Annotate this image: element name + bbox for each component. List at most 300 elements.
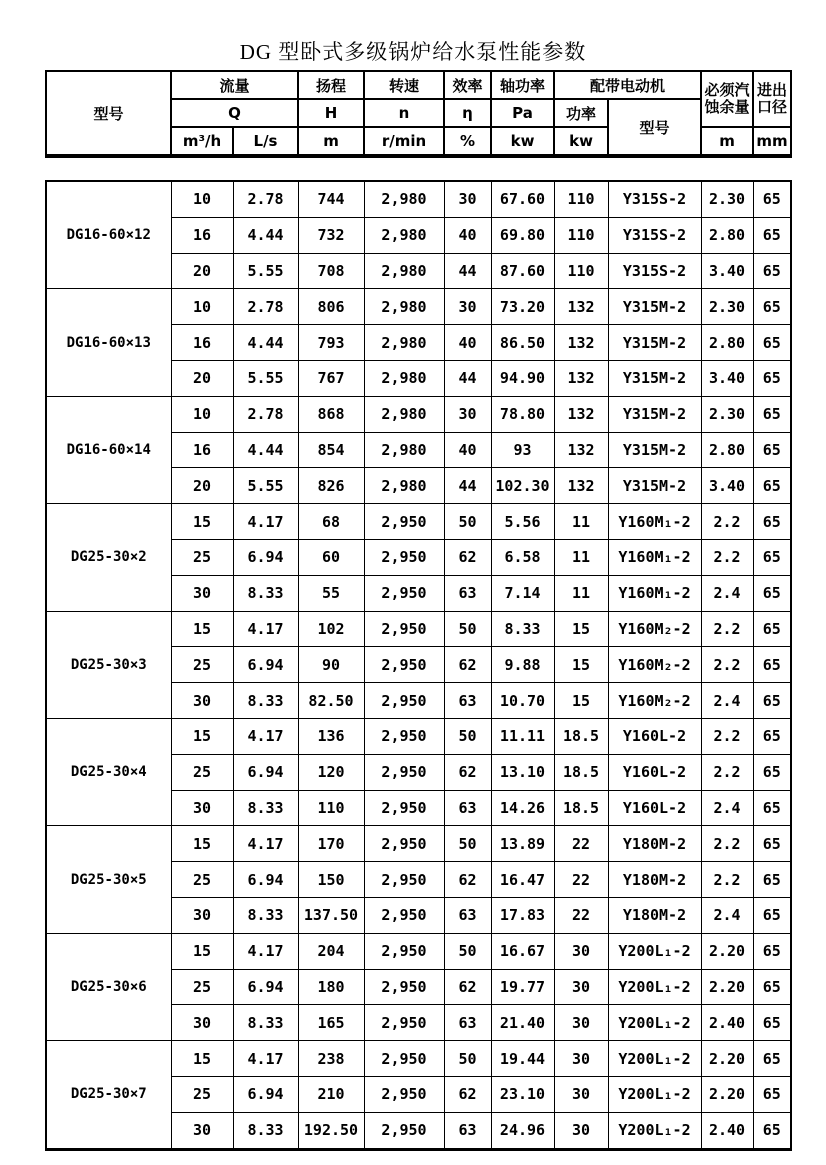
cell-motor_power_kw: 132 [554, 360, 608, 396]
cell-head_m: 82.50 [298, 683, 364, 719]
cell-q_m3h: 30 [171, 683, 233, 719]
cell-npsh_m: 2.2 [701, 718, 753, 754]
cell-port_mm: 65 [753, 432, 791, 468]
cell-port_mm: 65 [753, 1005, 791, 1041]
cell-shaft_power_kw: 78.80 [491, 396, 554, 432]
cell-head_m: 102 [298, 611, 364, 647]
cell-head_m: 806 [298, 289, 364, 325]
cell-head_m: 204 [298, 933, 364, 969]
cell-motor_power_kw: 11 [554, 575, 608, 611]
cell-npsh_m: 3.40 [701, 468, 753, 504]
cell-efficiency_pct: 40 [444, 432, 491, 468]
cell-q_ls: 4.44 [233, 432, 298, 468]
cell-motor_power_kw: 30 [554, 1041, 608, 1077]
cell-q_m3h: 25 [171, 754, 233, 790]
cell-q_ls: 8.33 [233, 790, 298, 826]
cell-motor_power_kw: 15 [554, 647, 608, 683]
cell-motor_power_kw: 18.5 [554, 754, 608, 790]
cell-shaft_power_kw: 21.40 [491, 1005, 554, 1041]
cell-q_ls: 4.17 [233, 611, 298, 647]
cell-motor_power_kw: 15 [554, 683, 608, 719]
cell-motor_model: Y315M-2 [608, 468, 701, 504]
table-row [46, 289, 791, 325]
cell-q_ls: 5.55 [233, 253, 298, 289]
cell-motor_model: Y160M₂-2 [608, 611, 701, 647]
cell-efficiency_pct: 62 [444, 1076, 491, 1112]
cell-motor_model: Y200L₁-2 [608, 969, 701, 1005]
col-header-head: 扬程 [298, 71, 364, 99]
header-row-1 [46, 71, 791, 99]
cell-speed_rpm: 2,950 [364, 969, 444, 1005]
cell-shaft_power_kw: 69.80 [491, 217, 554, 253]
cell-q_ls: 8.33 [233, 683, 298, 719]
col-header-efficiency: 效率 [444, 71, 491, 99]
cell-q_m3h: 16 [171, 432, 233, 468]
cell-head_m: 110 [298, 790, 364, 826]
cell-port_mm: 65 [753, 360, 791, 396]
cell-motor_model: Y180M-2 [608, 862, 701, 898]
cell-motor_model: Y200L₁-2 [608, 1041, 701, 1077]
cell-q_ls: 4.17 [233, 504, 298, 540]
cell-efficiency_pct: 63 [444, 1112, 491, 1149]
cell-shaft_power_kw: 8.33 [491, 611, 554, 647]
cell-npsh_m: 2.80 [701, 217, 753, 253]
cell-port_mm: 65 [753, 325, 791, 361]
cell-shaft_power_kw: 5.56 [491, 504, 554, 540]
cell-efficiency_pct: 30 [444, 289, 491, 325]
cell-motor_model: Y315M-2 [608, 396, 701, 432]
cell-port_mm: 65 [753, 754, 791, 790]
cell-npsh_m: 2.4 [701, 897, 753, 933]
pump-model-cell: DG25-30×7 [46, 1041, 171, 1149]
cell-port_mm: 65 [753, 790, 791, 826]
cell-motor_model: Y315M-2 [608, 432, 701, 468]
cell-efficiency_pct: 50 [444, 611, 491, 647]
col-header-port [753, 71, 791, 127]
cell-head_m: 150 [298, 862, 364, 898]
cell-motor_power_kw: 132 [554, 289, 608, 325]
shaft-power-unit: kw [491, 127, 554, 156]
cell-q_ls: 6.94 [233, 647, 298, 683]
pump-model-cell: DG16-60×13 [46, 289, 171, 396]
cell-head_m: 137.50 [298, 897, 364, 933]
cell-efficiency_pct: 50 [444, 504, 491, 540]
cell-npsh_m: 2.80 [701, 325, 753, 361]
cell-shaft_power_kw: 13.10 [491, 754, 554, 790]
cell-shaft_power_kw: 67.60 [491, 181, 554, 217]
cell-speed_rpm: 2,950 [364, 1112, 444, 1149]
cell-speed_rpm: 2,980 [364, 217, 444, 253]
cell-port_mm: 65 [753, 539, 791, 575]
cell-speed_rpm: 2,950 [364, 790, 444, 826]
cell-efficiency_pct: 62 [444, 862, 491, 898]
cell-port_mm: 65 [753, 826, 791, 862]
cell-q_ls: 8.33 [233, 897, 298, 933]
cell-q_m3h: 15 [171, 611, 233, 647]
cell-efficiency_pct: 30 [444, 181, 491, 217]
cell-q_m3h: 16 [171, 217, 233, 253]
cell-shaft_power_kw: 86.50 [491, 325, 554, 361]
cell-q_m3h: 30 [171, 1112, 233, 1149]
pump-model-cell: DG25-30×3 [46, 611, 171, 718]
cell-motor_model: Y315M-2 [608, 360, 701, 396]
cell-q_m3h: 30 [171, 575, 233, 611]
cell-q_m3h: 30 [171, 790, 233, 826]
cell-q_ls: 6.94 [233, 1076, 298, 1112]
speed-symbol: n [364, 99, 444, 127]
cell-npsh_m: 2.20 [701, 1041, 753, 1077]
cell-motor_model: Y315S-2 [608, 181, 701, 217]
table-row [46, 826, 791, 862]
col-header-speed: 转速 [364, 71, 444, 99]
flow-unit-m3h: m³/h [171, 127, 233, 156]
col-header-model: 型号 [46, 71, 171, 156]
cell-shaft_power_kw: 94.90 [491, 360, 554, 396]
npsh-label-line2: 蚀余量 [704, 98, 750, 116]
cell-motor_model: Y200L₁-2 [608, 1112, 701, 1149]
cell-head_m: 210 [298, 1076, 364, 1112]
cell-speed_rpm: 2,950 [364, 575, 444, 611]
cell-speed_rpm: 2,980 [364, 253, 444, 289]
table-row [46, 611, 791, 647]
cell-npsh_m: 2.40 [701, 1112, 753, 1149]
cell-speed_rpm: 2,980 [364, 468, 444, 504]
col-header-motor: 配带电动机 [554, 71, 701, 99]
cell-port_mm: 65 [753, 897, 791, 933]
cell-q_ls: 8.33 [233, 1112, 298, 1149]
cell-shaft_power_kw: 10.70 [491, 683, 554, 719]
cell-port_mm: 65 [753, 289, 791, 325]
cell-motor_power_kw: 30 [554, 1076, 608, 1112]
cell-head_m: 170 [298, 826, 364, 862]
cell-q_m3h: 20 [171, 468, 233, 504]
cell-motor_model: Y200L₁-2 [608, 1005, 701, 1041]
cell-motor_model: Y160M₂-2 [608, 683, 701, 719]
cell-efficiency_pct: 44 [444, 360, 491, 396]
cell-shaft_power_kw: 19.77 [491, 969, 554, 1005]
cell-q_ls: 6.94 [233, 969, 298, 1005]
flow-unit-ls: L/s [233, 127, 298, 156]
cell-motor_model: Y160M₁-2 [608, 575, 701, 611]
cell-speed_rpm: 2,950 [364, 683, 444, 719]
cell-speed_rpm: 2,950 [364, 933, 444, 969]
cell-q_ls: 2.78 [233, 396, 298, 432]
cell-q_ls: 4.17 [233, 718, 298, 754]
cell-motor_model: Y180M-2 [608, 826, 701, 862]
cell-shaft_power_kw: 23.10 [491, 1076, 554, 1112]
head-unit: m [298, 127, 364, 156]
cell-motor_power_kw: 132 [554, 325, 608, 361]
cell-speed_rpm: 2,950 [364, 611, 444, 647]
port-label-line1: 进出 [757, 80, 788, 99]
cell-efficiency_pct: 62 [444, 539, 491, 575]
cell-npsh_m: 2.30 [701, 289, 753, 325]
cell-shaft_power_kw: 102.30 [491, 468, 554, 504]
cell-speed_rpm: 2,980 [364, 432, 444, 468]
cell-motor_power_kw: 30 [554, 1112, 608, 1149]
cell-port_mm: 65 [753, 181, 791, 217]
cell-head_m: 793 [298, 325, 364, 361]
cell-npsh_m: 2.2 [701, 754, 753, 790]
cell-shaft_power_kw: 11.11 [491, 718, 554, 754]
head-symbol: H [298, 99, 364, 127]
cell-head_m: 55 [298, 575, 364, 611]
cell-motor_model: Y200L₁-2 [608, 933, 701, 969]
cell-motor_power_kw: 30 [554, 1005, 608, 1041]
cell-port_mm: 65 [753, 1076, 791, 1112]
cell-motor_power_kw: 132 [554, 468, 608, 504]
cell-port_mm: 65 [753, 933, 791, 969]
table-row [46, 504, 791, 540]
cell-q_m3h: 20 [171, 360, 233, 396]
cell-shaft_power_kw: 19.44 [491, 1041, 554, 1077]
page-title: DG 型卧式多级锅炉给水泵性能参数 [239, 40, 587, 64]
header-table [45, 70, 792, 158]
pump-model-cell: DG25-30×4 [46, 718, 171, 825]
cell-efficiency_pct: 50 [444, 1041, 491, 1077]
cell-efficiency_pct: 50 [444, 826, 491, 862]
motor-model-label: 型号 [608, 99, 701, 156]
cell-q_m3h: 25 [171, 969, 233, 1005]
cell-shaft_power_kw: 17.83 [491, 897, 554, 933]
cell-npsh_m: 2.2 [701, 611, 753, 647]
cell-head_m: 60 [298, 539, 364, 575]
cell-q_ls: 6.94 [233, 754, 298, 790]
port-label-line2: 口径 [757, 98, 788, 116]
table-row [46, 718, 791, 754]
cell-motor_power_kw: 132 [554, 432, 608, 468]
cell-shaft_power_kw: 73.20 [491, 289, 554, 325]
cell-npsh_m: 2.2 [701, 539, 753, 575]
cell-speed_rpm: 2,950 [364, 862, 444, 898]
cell-q_m3h: 25 [171, 862, 233, 898]
cell-npsh_m: 2.30 [701, 396, 753, 432]
cell-efficiency_pct: 63 [444, 683, 491, 719]
cell-shaft_power_kw: 9.88 [491, 647, 554, 683]
cell-motor_model: Y180M-2 [608, 897, 701, 933]
cell-motor_model: Y160M₁-2 [608, 539, 701, 575]
cell-efficiency_pct: 40 [444, 325, 491, 361]
flow-symbol: Q [171, 99, 298, 127]
cell-motor_power_kw: 110 [554, 217, 608, 253]
cell-port_mm: 65 [753, 396, 791, 432]
cell-q_ls: 4.44 [233, 325, 298, 361]
cell-speed_rpm: 2,950 [364, 1076, 444, 1112]
cell-q_m3h: 15 [171, 826, 233, 862]
cell-speed_rpm: 2,950 [364, 718, 444, 754]
motor-power-unit: kw [554, 127, 608, 156]
cell-port_mm: 65 [753, 862, 791, 898]
cell-speed_rpm: 2,980 [364, 396, 444, 432]
cell-efficiency_pct: 63 [444, 1005, 491, 1041]
cell-q_m3h: 10 [171, 181, 233, 217]
cell-port_mm: 65 [753, 504, 791, 540]
cell-q_m3h: 16 [171, 325, 233, 361]
cell-q_m3h: 15 [171, 718, 233, 754]
cell-motor_power_kw: 18.5 [554, 718, 608, 754]
cell-shaft_power_kw: 7.14 [491, 575, 554, 611]
cell-motor_power_kw: 22 [554, 862, 608, 898]
cell-efficiency_pct: 63 [444, 897, 491, 933]
port-unit: mm [753, 127, 791, 156]
cell-speed_rpm: 2,980 [364, 325, 444, 361]
cell-port_mm: 65 [753, 217, 791, 253]
cell-speed_rpm: 2,950 [364, 504, 444, 540]
motor-power-label: 功率 [554, 99, 608, 127]
cell-npsh_m: 2.2 [701, 862, 753, 898]
cell-efficiency_pct: 44 [444, 253, 491, 289]
cell-q_m3h: 25 [171, 647, 233, 683]
cell-head_m: 708 [298, 253, 364, 289]
cell-q_ls: 5.55 [233, 468, 298, 504]
cell-npsh_m: 2.20 [701, 969, 753, 1005]
pump-model-cell: DG25-30×6 [46, 933, 171, 1040]
efficiency-unit: % [444, 127, 491, 156]
cell-head_m: 238 [298, 1041, 364, 1077]
cell-motor_power_kw: 15 [554, 611, 608, 647]
cell-head_m: 192.50 [298, 1112, 364, 1149]
table-row [46, 396, 791, 432]
cell-q_ls: 4.17 [233, 826, 298, 862]
col-header-shaft-power: 轴功率 [491, 71, 554, 99]
cell-npsh_m: 2.4 [701, 790, 753, 826]
cell-motor_model: Y315S-2 [608, 217, 701, 253]
cell-efficiency_pct: 50 [444, 933, 491, 969]
cell-motor_power_kw: 22 [554, 826, 608, 862]
cell-motor_power_kw: 11 [554, 539, 608, 575]
cell-npsh_m: 2.80 [701, 432, 753, 468]
cell-q_m3h: 25 [171, 1076, 233, 1112]
cell-q_ls: 5.55 [233, 360, 298, 396]
cell-q_ls: 2.78 [233, 181, 298, 217]
cell-q_ls: 2.78 [233, 289, 298, 325]
cell-motor_power_kw: 110 [554, 253, 608, 289]
cell-speed_rpm: 2,950 [364, 647, 444, 683]
cell-q_m3h: 30 [171, 897, 233, 933]
cell-speed_rpm: 2,950 [364, 754, 444, 790]
col-header-flow: 流量 [171, 71, 298, 99]
cell-shaft_power_kw: 13.89 [491, 826, 554, 862]
cell-head_m: 120 [298, 754, 364, 790]
cell-efficiency_pct: 62 [444, 969, 491, 1005]
cell-motor_model: Y160M₂-2 [608, 647, 701, 683]
cell-motor_model: Y160L-2 [608, 790, 701, 826]
cell-port_mm: 65 [753, 718, 791, 754]
cell-port_mm: 65 [753, 647, 791, 683]
cell-port_mm: 65 [753, 575, 791, 611]
cell-speed_rpm: 2,980 [364, 289, 444, 325]
cell-motor_power_kw: 110 [554, 181, 608, 217]
npsh-unit: m [701, 127, 753, 156]
cell-motor_model: Y200L₁-2 [608, 1076, 701, 1112]
cell-speed_rpm: 2,950 [364, 826, 444, 862]
cell-head_m: 767 [298, 360, 364, 396]
cell-port_mm: 65 [753, 253, 791, 289]
cell-npsh_m: 3.40 [701, 360, 753, 396]
col-header-npsh [701, 71, 753, 127]
cell-motor_power_kw: 11 [554, 504, 608, 540]
cell-motor_power_kw: 30 [554, 969, 608, 1005]
cell-motor_model: Y160L-2 [608, 718, 701, 754]
pump-model-cell: DG16-60×12 [46, 181, 171, 289]
cell-motor_power_kw: 132 [554, 396, 608, 432]
cell-head_m: 854 [298, 432, 364, 468]
cell-npsh_m: 2.2 [701, 826, 753, 862]
cell-q_ls: 4.17 [233, 1041, 298, 1077]
cell-npsh_m: 2.4 [701, 683, 753, 719]
pump-model-cell: DG25-30×2 [46, 504, 171, 611]
table-row [46, 933, 791, 969]
cell-head_m: 826 [298, 468, 364, 504]
cell-efficiency_pct: 50 [444, 718, 491, 754]
cell-q_m3h: 15 [171, 504, 233, 540]
cell-speed_rpm: 2,950 [364, 1041, 444, 1077]
cell-port_mm: 65 [753, 1112, 791, 1149]
cell-port_mm: 65 [753, 468, 791, 504]
cell-q_ls: 6.94 [233, 539, 298, 575]
body-table-rows [46, 181, 791, 1149]
cell-head_m: 868 [298, 396, 364, 432]
cell-q_m3h: 15 [171, 933, 233, 969]
cell-q_m3h: 10 [171, 289, 233, 325]
cell-npsh_m: 2.4 [701, 575, 753, 611]
cell-q_ls: 8.33 [233, 1005, 298, 1041]
cell-speed_rpm: 2,950 [364, 539, 444, 575]
cell-motor_power_kw: 18.5 [554, 790, 608, 826]
cell-motor_model: Y315M-2 [608, 325, 701, 361]
body-table [45, 180, 792, 1151]
cell-efficiency_pct: 62 [444, 647, 491, 683]
cell-head_m: 732 [298, 217, 364, 253]
cell-head_m: 90 [298, 647, 364, 683]
pump-model-cell: DG16-60×14 [46, 396, 171, 503]
cell-motor_power_kw: 30 [554, 933, 608, 969]
cell-npsh_m: 2.30 [701, 181, 753, 217]
cell-speed_rpm: 2,950 [364, 897, 444, 933]
cell-motor_model: Y160L-2 [608, 754, 701, 790]
speed-unit: r/min [364, 127, 444, 156]
cell-q_m3h: 20 [171, 253, 233, 289]
cell-speed_rpm: 2,980 [364, 181, 444, 217]
cell-speed_rpm: 2,980 [364, 360, 444, 396]
cell-port_mm: 65 [753, 611, 791, 647]
table-row [46, 181, 791, 217]
pump-model-cell: DG25-30×5 [46, 826, 171, 933]
cell-port_mm: 65 [753, 683, 791, 719]
cell-q_ls: 4.17 [233, 933, 298, 969]
cell-npsh_m: 2.20 [701, 1076, 753, 1112]
cell-shaft_power_kw: 93 [491, 432, 554, 468]
cell-head_m: 180 [298, 969, 364, 1005]
shaft-power-symbol: Pa [491, 99, 554, 127]
cell-efficiency_pct: 44 [444, 468, 491, 504]
cell-motor_model: Y160M₁-2 [608, 504, 701, 540]
table-row [46, 1041, 791, 1077]
cell-q_m3h: 10 [171, 396, 233, 432]
cell-speed_rpm: 2,950 [364, 1005, 444, 1041]
cell-port_mm: 65 [753, 1041, 791, 1077]
cell-efficiency_pct: 30 [444, 396, 491, 432]
cell-q_ls: 6.94 [233, 862, 298, 898]
cell-efficiency_pct: 63 [444, 790, 491, 826]
cell-q_m3h: 25 [171, 539, 233, 575]
cell-efficiency_pct: 62 [444, 754, 491, 790]
cell-npsh_m: 2.20 [701, 933, 753, 969]
cell-port_mm: 65 [753, 969, 791, 1005]
cell-head_m: 136 [298, 718, 364, 754]
cell-head_m: 68 [298, 504, 364, 540]
cell-motor_model: Y315S-2 [608, 253, 701, 289]
